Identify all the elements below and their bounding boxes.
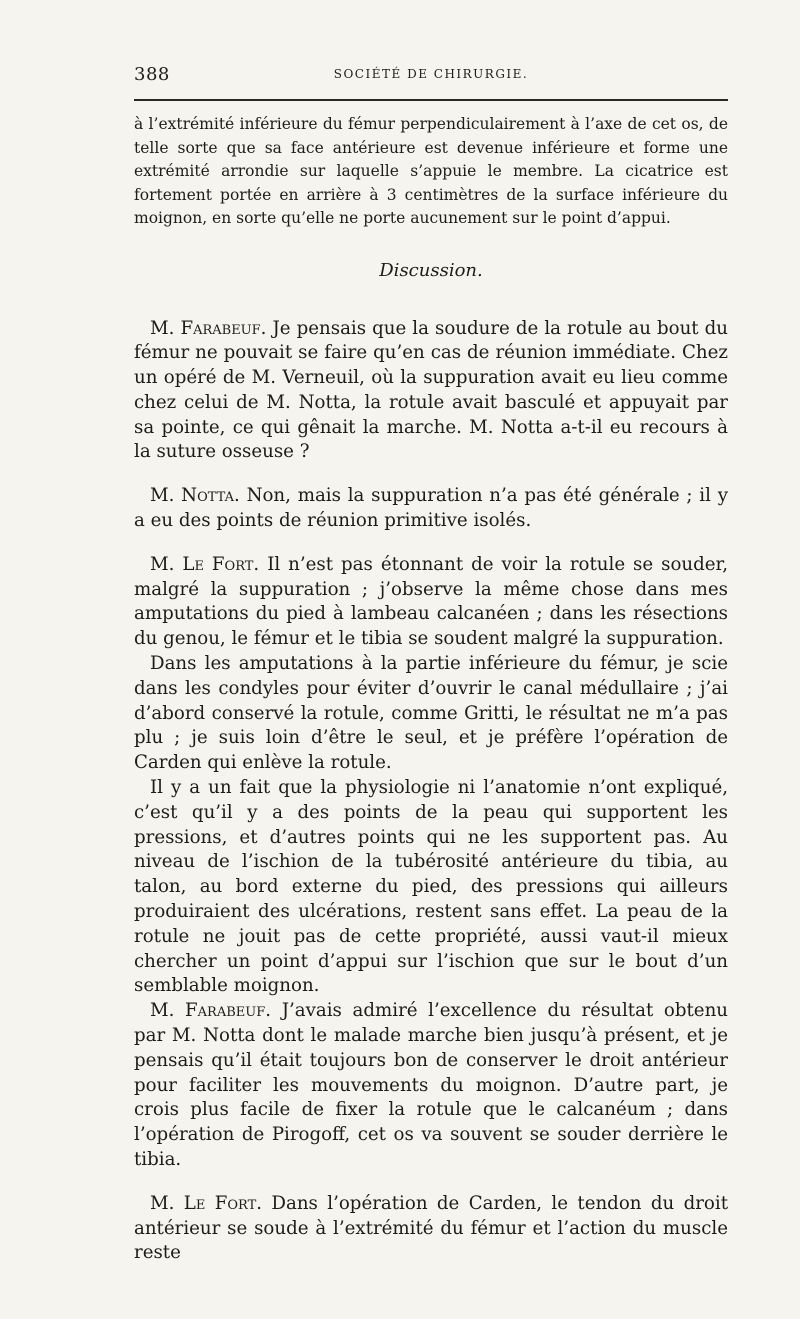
- speech-text: J’avais admiré l’excellence du résultat obtenu par M. Notta dont le malade marche bien jusqu’à présent, et je pensais qu’il était toujours bon de conserver le droit antérieur pour faciliter les mouvements du moignon. D’autre part, je crois plus facile de fixer la rotule que le calcanéum ; dans l’opération de Pirogoff, cet os va souvent se souder derrière le tibia.: [134, 1000, 728, 1170]
- speech-text: Dans l’opération de Carden, le tendon du droit antérieur se soude à l’extrémité du fémur et l’action du muscle reste: [134, 1192, 729, 1264]
- speech-paragraph: Dans les amputations à la partie inférieure du fémur, je scie dans les condyles pour éviter d’ouvrir le canal médullaire ; j’ai d’abord conservé la rotule, comme Gritti, le résultat ne m’a pas plu ; je suis loin d’être le seul, et je préfère l’opération de Carden qui enlève la rotule.: [134, 653, 728, 774]
- page-body: [134, 113, 728, 1266]
- speech-paragraph: Il y a un fait que la physiologie ni l’anatomie n’ont expliqué, c’est qu’il y a des points de la peau qui supportent les pressions, et d’autres points qui ne les supportent pas. Au niveau de l’ischion de la tubérosité antérieure du tibia, au talon, au bord externe du pied, des pressions qui ailleurs produiraient des ulcérations, restent sans effet. La peau de la rotule ne jouit pas de cette propriété, aussi vaut-il mieux chercher un point d’appui sur l’ischion que sur le bout d’un semblable moignon.: [134, 777, 728, 997]
- speech-text: Je pensais que la soudure de la rotule au bout du fémur ne pouvait se faire qu’en cas de réunion immédiate. Chez un opéré de M. Verneuil, où la suppuration avait eu lieu comme chez celui de M. Notta, la rotule avait basculé et appuyait par sa pointe, ce qui gênait la marche. M. Notta a-t-il eu recours à la suture osseuse ?: [134, 317, 728, 463]
- discussion: [134, 317, 728, 1267]
- speech-text: Il n’est pas étonnant de voir la rotule se souder, malgré la suppuration ; j’observe la même chose dans mes amputations du pied à lambeau calcanéen ; dans les résections du genou, le fémur et le tibia se soudent malgré la suppuration.: [134, 553, 729, 650]
- speech: [134, 484, 728, 534]
- speech: [134, 999, 728, 1173]
- speaker-name: M. Farabeuf.: [150, 317, 267, 339]
- speaker-name: M. Notta.: [150, 485, 240, 507]
- speech-text: Non, mais la suppuration n’a pas été générale ; il y a eu des points de réunion primitive isolés.: [134, 485, 728, 532]
- page-number: 388: [134, 64, 170, 85]
- intro-paragraph: à l’extrémité inférieure du fémur perpendiculairement à l’axe de cet os, de telle sorte que sa face antérieure est devenue inférieure et forme une extrémité arrondie sur laquelle s’appuie le membre. La cicatrice est fortement portée en arrière à 3 centimètres de la surface inférieure du moignon, en sorte qu’elle ne porte aucunement sur le point d’appui.: [134, 115, 728, 227]
- running-head: SOCIÉTÉ DE CHIRURGIE.: [333, 67, 529, 81]
- speaker-name: M. Le Fort.: [150, 1192, 263, 1214]
- speaker-name: M. Farabeuf.: [150, 1000, 272, 1022]
- speech: [134, 1192, 728, 1266]
- speech: [134, 317, 728, 466]
- header-rule: [134, 99, 728, 101]
- speaker-name: M. Le Fort.: [150, 553, 260, 575]
- speech: [134, 553, 728, 652]
- page-header: [134, 60, 728, 90]
- section-heading: Discussion.: [379, 259, 483, 281]
